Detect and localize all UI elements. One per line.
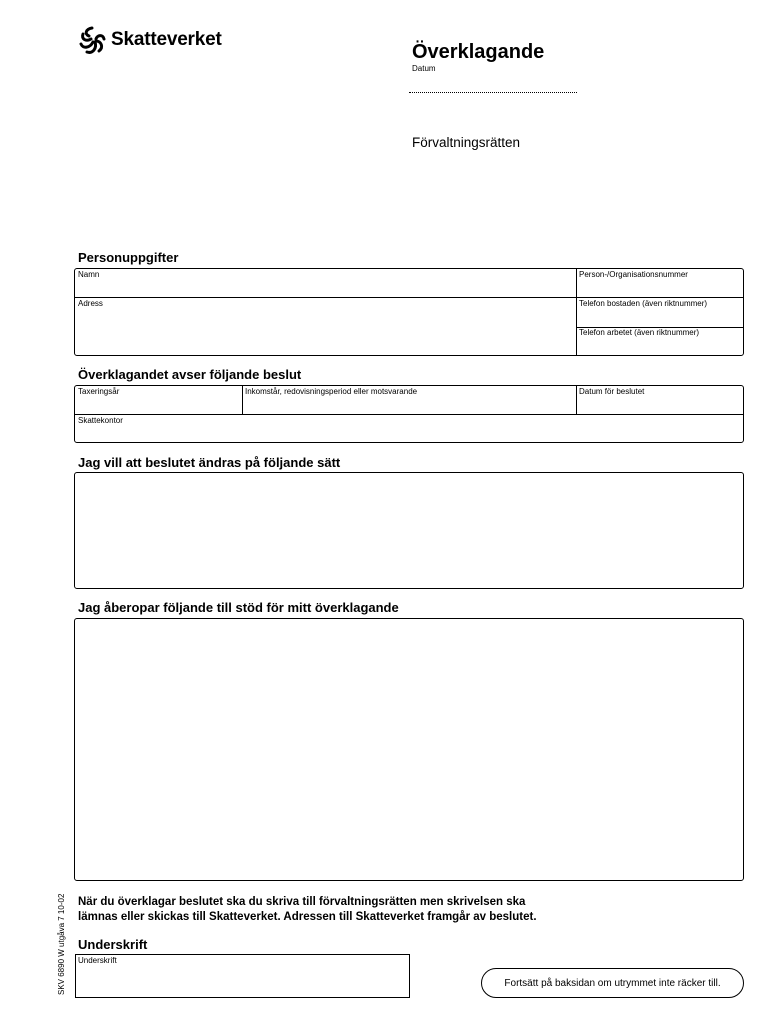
tax-office-field[interactable] [75, 415, 743, 442]
change-text-area[interactable] [74, 472, 744, 589]
decision-date-label: Datum för beslutet [579, 387, 645, 396]
continue-note [481, 968, 744, 998]
address-field[interactable] [75, 298, 575, 355]
tax-office-label: Skattekontor [78, 416, 123, 425]
instruction-line: lämnas eller skickas till Skatteverket. Adressen till Skatteverket framgår av beslutet. [78, 911, 537, 923]
recipient-court: Förvaltningsrätten [412, 135, 521, 150]
tax-year-field[interactable] [75, 386, 241, 414]
decision-section-title: Överklagandet avser följande beslut [78, 367, 302, 382]
agency-name: Skatteverket [111, 29, 222, 50]
date-input-line[interactable] [409, 92, 577, 93]
continue-note-text: Fortsätt på baksidan om utrymmet inte räcker till. [504, 977, 721, 989]
support-text-area[interactable] [74, 618, 744, 881]
personal-section-title: Personuppgifter [78, 250, 179, 265]
signature-label: Underskrift [78, 956, 117, 965]
tax-year-label: Taxeringsår [78, 387, 120, 396]
decision-info-box [74, 385, 744, 443]
income-year-label: Inkomstår, redovisningsperiod eller motsvarande [245, 387, 418, 396]
signature-section-title: Underskrift [78, 937, 148, 952]
document-title: Överklagande [412, 41, 545, 63]
signature-field[interactable] [75, 954, 410, 998]
address-label: Adress [78, 299, 103, 308]
change-section-title: Jag vill att beslutet ändras på följande sätt [78, 455, 341, 470]
id-number-label: Person-/Organisationsnummer [579, 270, 688, 279]
income-year-field[interactable] [243, 386, 575, 414]
date-label: Datum [412, 64, 436, 73]
phone-home-field[interactable] [577, 298, 743, 327]
skatteverket-emblem-icon [77, 24, 107, 56]
instruction-line: När du överklagar beslutet ska du skriva till förvaltningsrätten men skrivelsen ska [78, 896, 526, 908]
phone-work-field[interactable] [577, 328, 743, 355]
id-number-field[interactable] [577, 269, 743, 297]
name-field[interactable] [75, 269, 575, 297]
phone-home-label: Telefon bostaden (även riktnummer) [579, 299, 708, 308]
phone-work-label: Telefon arbetet (även riktnummer) [579, 328, 700, 337]
agency-logo [77, 22, 222, 58]
name-label: Namn [78, 270, 100, 279]
support-section-title: Jag åberopar följande till stöd för mitt överklagande [78, 600, 399, 615]
submission-instructions [78, 895, 537, 925]
form-code: SKV 6890 W utgåva 7 10-02 [57, 893, 66, 995]
decision-date-field[interactable] [577, 386, 743, 414]
personal-info-box [74, 268, 744, 356]
